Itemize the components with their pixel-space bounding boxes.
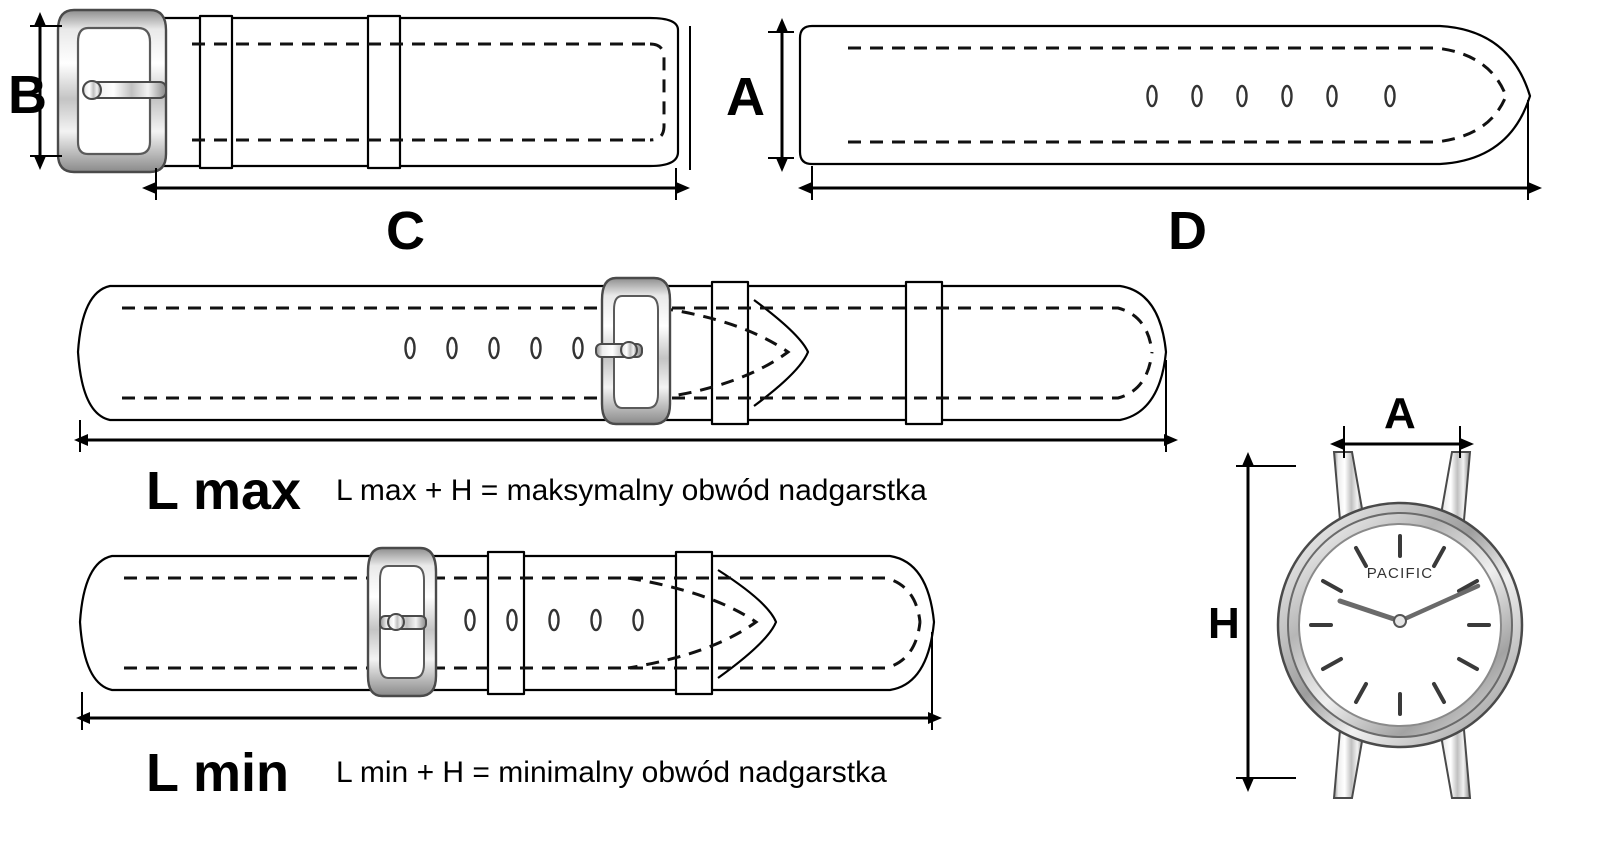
- label-lmax: L max: [146, 461, 302, 521]
- label-a-strap: A: [726, 67, 765, 127]
- strap-top-left: [140, 16, 678, 168]
- label-c: C: [386, 201, 425, 261]
- label-d: D: [1168, 201, 1207, 261]
- label-b: B: [8, 65, 47, 125]
- label-a-watch: A: [1384, 389, 1416, 438]
- note-lmin: L min + H = minimalny obwód nadgarstka: [336, 756, 887, 789]
- watch-illustration: [1278, 452, 1522, 798]
- label-lmin: L min: [146, 743, 290, 803]
- dimension-a-strap: [768, 32, 794, 158]
- note-lmax: L max + H = maksymalny obwód nadgarstka: [336, 474, 927, 507]
- watch-brand-text: PACIFIC: [1366, 565, 1434, 582]
- label-h: H: [1208, 599, 1240, 648]
